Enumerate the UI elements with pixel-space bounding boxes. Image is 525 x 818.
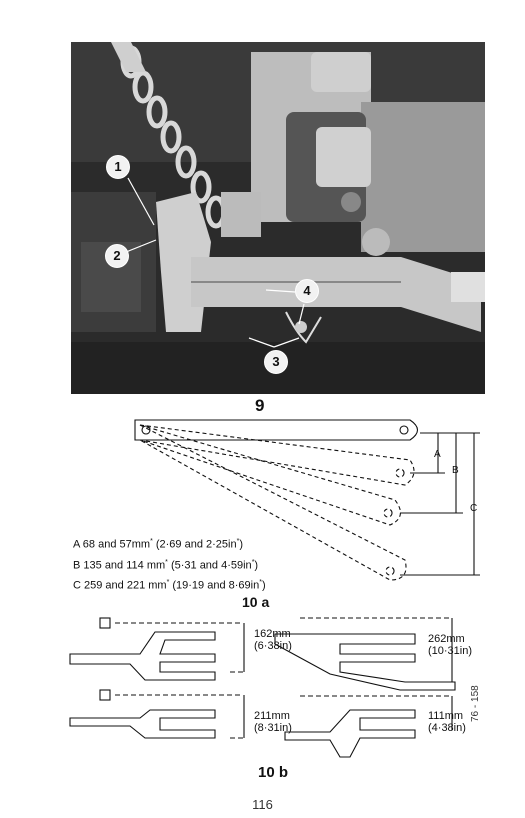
figure-9-label: 9 [255,396,265,415]
callout-2: 2 [105,244,129,268]
legend-metric: 68 and 57mm [82,538,151,551]
legend-row-b: B 135 and 114 mm* (5·31 and 4·59in*) [73,559,259,572]
dimension-262mm: 262mm (10·31in) [428,633,473,657]
dimension-letter-b: B [452,465,459,476]
dimension-111mm: 111mm (4·38in) [428,710,466,734]
dimension-letter-c: C [470,503,478,514]
legend-metric: 135 and 114 mm [83,559,166,572]
legend-imperial: (2·69 and 2·25in [155,538,237,551]
legend-letter: A [73,538,80,551]
legend-row-c: C 259 and 221 mm* (19·19 and 8·69in*) [73,579,266,592]
legend-letter: B [73,559,81,572]
figure-10b-label: 10 b [258,764,289,781]
callout-1: 1 [106,155,130,179]
legend-imperial: (5·31 and 4·59in [170,559,252,572]
callout-3: 3 [264,350,288,374]
legend-letter: C [73,579,81,592]
link-positions-diagram [0,405,525,605]
photo-illustration [71,42,485,394]
legend-metric: 259 and 221 mm [84,579,167,592]
page-number: 116 [252,797,273,812]
dimension-letter-a: A [434,449,441,460]
callout-4: 4 [295,279,319,303]
legend-imperial: (19·19 and 8·69in [172,579,260,592]
dimension-162mm: 162mm (6·38in) [254,628,292,652]
tractor-linkage-photo [71,42,485,394]
dimension-211mm: 211mm (8·31in) [254,710,292,734]
reference-code: 76 - 158 [470,685,481,722]
figure-10a-label: 10 a [242,594,270,610]
legend-row-a: A 68 and 57mm* (2·69 and 2·25in*) [73,538,243,551]
